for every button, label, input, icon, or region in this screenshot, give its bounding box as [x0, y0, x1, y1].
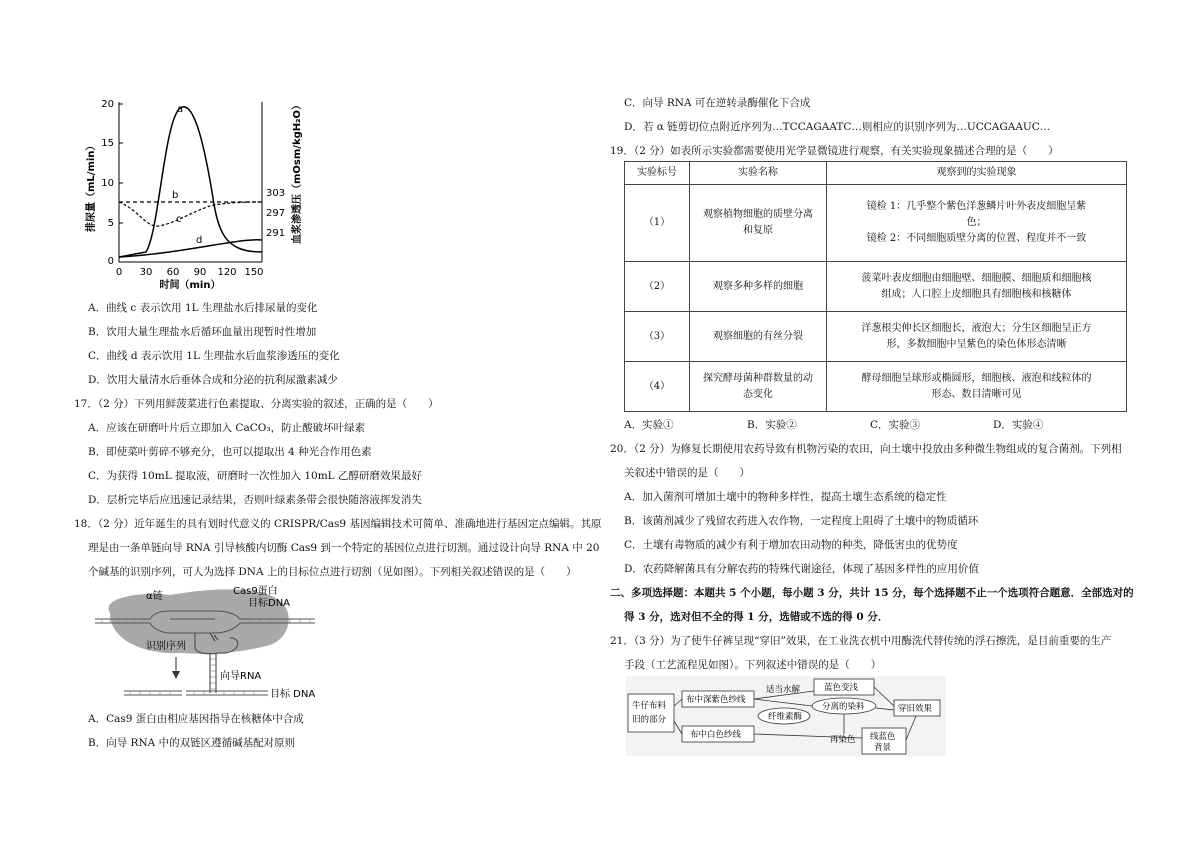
jeans-process-flowchart — [626, 676, 946, 756]
x-axis-label: 时间（min） — [159, 280, 221, 291]
q18-option-b: B．向导 RNA 中的双链区遵循碱基配对原则 — [88, 737, 296, 749]
q20-stem-line: 20．（2 分）为修复长期使用农药导致有机物污染的农田，向土壤中投放由多种微生物组成的复合菌剂。下列相 — [610, 443, 1122, 455]
label-alpha-chain: α链 — [146, 591, 163, 602]
row-observation: 洋葱根尖伸长区细胞长，液泡大；分生区细胞呈正方 形，多数细胞中呈紫色的染色体形态清晰 — [827, 312, 1127, 362]
flow-cellulase: 纤维素酶 — [768, 712, 803, 722]
curve-c — [119, 202, 262, 226]
q18-stem-line: 18．（2 分）近年诞生的具有划时代意义的 CRISPR/Cas9 基因编辑技术可简单、准确地进行基因定点编辑。其原 — [74, 518, 602, 530]
q19-option-d: D．实验④ — [993, 419, 1044, 431]
q20-option-d: D．农药降解菌具有分解农药的特殊代谢途径，体现了基因多样性的应用价值 — [624, 563, 979, 575]
flow-lineblue-1: 线蓝色 — [870, 732, 896, 742]
flow-source-line1: 牛仔布料 — [632, 701, 667, 711]
row-observation: 酵母细胞呈球形或椭圆形，细胞核、液泡和线粒体的 形态、数目清晰可见 — [827, 362, 1127, 412]
table-row — [625, 185, 1127, 262]
curve-b-label: b — [172, 190, 179, 201]
q18-option-c: C．向导 RNA 可在逆转录酶催化下合成 — [624, 97, 811, 109]
row-id: （2） — [625, 262, 690, 312]
y2-axis-label: 血浆渗透压（mOsm/kgH₂O） — [292, 99, 303, 244]
y2-tick: 297 — [266, 208, 286, 219]
row-id: （3） — [625, 312, 690, 362]
section2-heading: 二、多项选择题：本题共 5 个小题，每小题 3 分，共计 15 分，每个选择题不止一个选项符合题意．全部选对的 — [610, 587, 1134, 599]
table-header: 实验标号 — [625, 162, 690, 185]
label-recognition-seq: 识别序列 — [146, 641, 186, 652]
row-id: （4） — [625, 362, 690, 412]
q18-stem-line: 个碱基的识别序列，可人为选择 DNA 上的目标位点进行切割（见如图）。下列相关叙述错误的是（ ） — [88, 566, 577, 578]
section2-heading-cont: 得 3 分，选对但不全的得 1 分，选错或不选的得 0 分． — [624, 611, 889, 623]
q21-stem-line: 21．（3 分）为了使牛仔裤呈现“穿旧”效果，在工业洗衣机中用酶洗代替传统的浮石擦洗，是目前重要的生产 — [610, 635, 1112, 647]
flow-lineblue-2: 背景 — [874, 743, 892, 753]
q16-option-d: D．饮用大量清水后垂体合成和分泌的抗利尿激素减少 — [88, 374, 338, 386]
x-tick: 30 — [139, 267, 153, 278]
row-name: 探究酵母菌种群数量的动 态变化 — [690, 362, 827, 412]
label-cas9: Cas9蛋白 — [233, 586, 278, 597]
q19-option-c: C．实验③ — [870, 419, 921, 431]
q18-option-a: A．Cas9 蛋白由相应基因指导在核糖体中合成 — [88, 713, 304, 725]
flow-worn-effect: 穿旧效果 — [898, 704, 933, 714]
label-target-dna: 目标DNA — [248, 598, 291, 609]
q20-option-c: C．土壤有毒物质的减少有利于增加农田动物的种类，降低害虫的优势度 — [624, 539, 958, 551]
q20-option-b: B．该菌剂减少了残留农药进入农作物，一定程度上阻碍了土壤中的物质循环 — [624, 515, 979, 527]
flow-source-line2: 旧的部分 — [632, 715, 667, 725]
q17-option-b: B．即使菜叶剪碎不够充分，也可以提取出 4 种光合作用色素 — [88, 446, 372, 458]
q16-option-a: A．曲线 c 表示饮用 1L 生理盐水后排尿量的变化 — [88, 302, 318, 314]
y-axis-label: 排尿量（mL/min） — [86, 140, 97, 232]
q19-option-a: A．实验① — [624, 419, 674, 431]
flow-white-yarn: 布中白色纱线 — [690, 730, 742, 740]
flow-fade: 蓝色变浅 — [824, 683, 859, 693]
q16-option-b: B．饮用大量生理盐水后循环血量出现暂时性增加 — [88, 326, 317, 338]
flow-restain: 再染色 — [830, 735, 856, 745]
y-tick: 10 — [101, 178, 114, 189]
table-row — [625, 362, 1127, 412]
row-observation: 菠菜叶表皮细胞由细胞壁、细胞膜、细胞质和细胞核 组成；人口腔上皮细胞具有细胞核和核糖体 — [827, 262, 1127, 312]
curve-c-label: c — [176, 214, 182, 225]
x-tick: 120 — [217, 267, 237, 278]
table-header: 实验名称 — [690, 162, 827, 185]
table-header: 观察到的实验现象 — [827, 162, 1127, 185]
q19-experiment-table — [624, 161, 1127, 412]
curve-a-label: a — [177, 104, 184, 115]
q16-option-c: C．曲线 d 表示饮用 1L 生理盐水后血浆渗透压的变化 — [88, 350, 340, 362]
x-tick: 60 — [166, 267, 180, 278]
q20-stem-line: 关叙述中错误的是（ ） — [624, 467, 750, 479]
crispr-cas9-figure — [90, 583, 330, 705]
q17-stem: 17．（2 分）下列用鲜菠菜进行色素提取、分离实验的叙述，正确的是（ ） — [74, 398, 439, 410]
row-name: 观察植物细胞的质壁分离 和复原 — [690, 185, 827, 262]
row-name: 观察细胞的有丝分裂 — [690, 312, 827, 362]
label-guide-rna: 向导RNA — [220, 671, 262, 682]
y2-tick: 291 — [266, 228, 286, 239]
flow-dye: 分离的染料 — [822, 702, 865, 712]
x-tick: 90 — [193, 267, 207, 278]
y-tick: 15 — [101, 138, 114, 149]
q19-stem: 19．（2 分）如表所示实验都需要使用光学显微镜进行观察，有关实验现象描述合理的是（ ） — [610, 145, 1059, 157]
urine-osmolarity-graph — [84, 92, 324, 292]
table-row — [625, 262, 1127, 312]
q20-option-a: A．加入菌剂可增加土壤中的物种多样性，提高土壤生态系统的稳定性 — [624, 491, 947, 503]
q17-option-c: C．为获得 10mL 提取液，研磨时一次性加入 10mL 乙醇研磨效果最好 — [88, 470, 422, 482]
q17-option-d: D．层析完毕后应迅速记录结果，否则叶绿素条带会很快随溶液挥发消失 — [88, 494, 422, 506]
flow-hydrolysis: 适当水解 — [766, 685, 801, 695]
y2-tick: 303 — [266, 188, 286, 199]
row-id: （1） — [625, 185, 690, 262]
y-tick: 5 — [107, 218, 114, 229]
x-tick: 150 — [244, 267, 264, 278]
row-observation: 镜检 1：几乎整个紫色洋葱鳞片叶外表皮细胞呈紫 色； 镜检 2：不同细胞质壁分离的位置、程度并不一致 — [827, 185, 1127, 262]
q21-stem-line: 手段（工艺流程见如图）。下列叙述中错误的是（ ） — [624, 659, 882, 671]
q18-stem-line: 理是由一条单链向导 RNA 引导核酸内切酶 Cas9 到一个特定的基因位点进行切割。通过设计向导 RNA 中 20 — [88, 542, 600, 554]
curve-d-label: d — [196, 235, 203, 246]
y-tick: 20 — [101, 99, 114, 110]
q17-option-a: A．应该在研磨叶片后立即加入 CaCO₃，防止酸破坏叶绿素 — [88, 422, 366, 434]
q19-option-b: B．实验② — [747, 419, 797, 431]
q18-option-d: D．若 α 链剪切位点附近序列为…TCCAGAATC…则相应的识别序列为…UCCAGAAUC… — [624, 121, 1051, 133]
label-target-dna-2: 目标 DNA — [270, 689, 316, 700]
flow-blue-yarn: 布中深紫色纱线 — [686, 695, 746, 705]
curve-a — [119, 107, 262, 257]
y-tick: 0 — [107, 256, 114, 267]
table-row — [625, 312, 1127, 362]
x-tick: 0 — [115, 267, 123, 278]
row-name: 观察多种多样的细胞 — [690, 262, 827, 312]
